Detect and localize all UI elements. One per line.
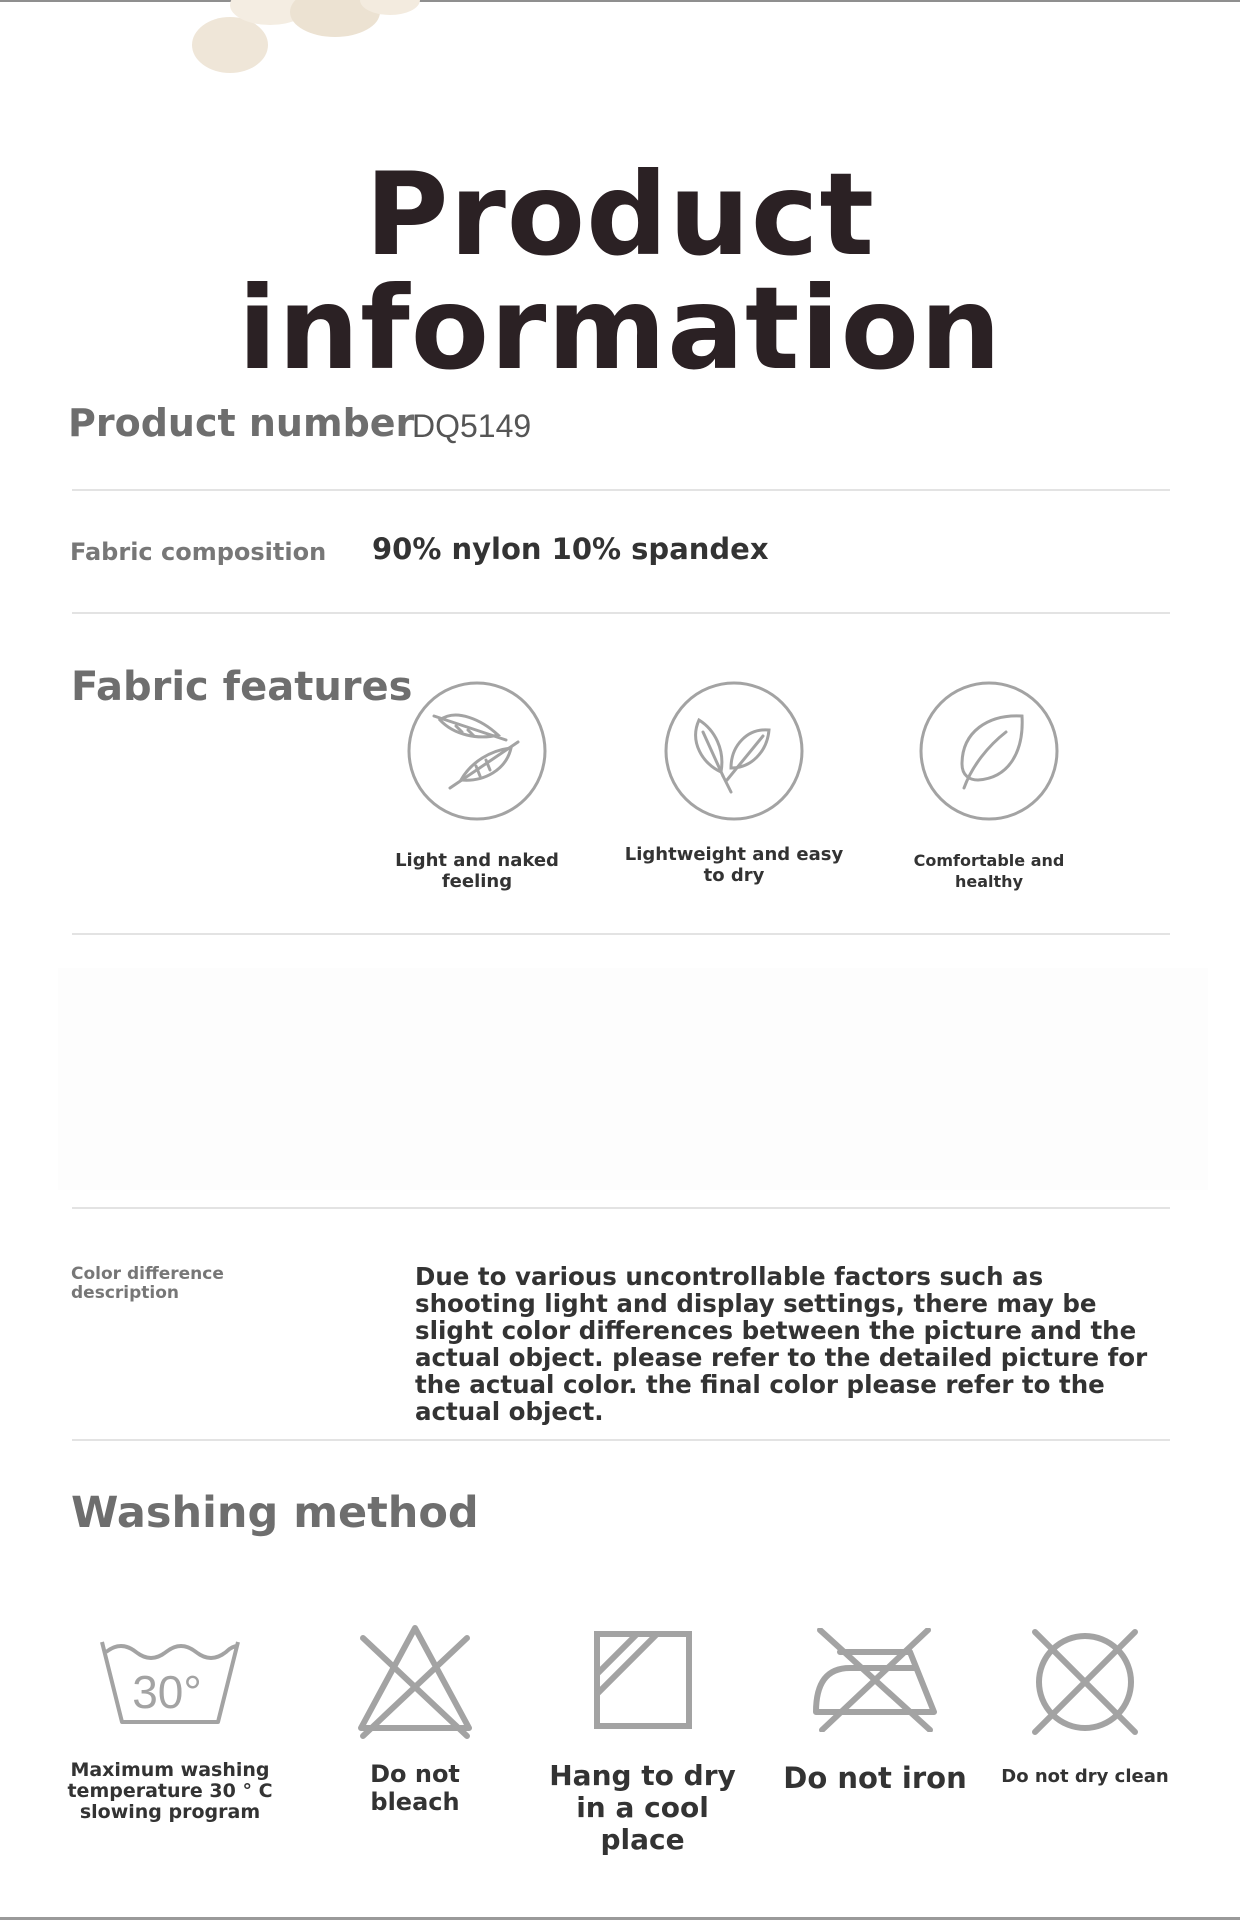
fabric-composition-value: 90% nylon 10% spandex: [372, 532, 769, 566]
divider: [72, 612, 1170, 614]
wash-temp-symbol: 30°: [132, 1666, 202, 1718]
feather-icon: [406, 680, 548, 822]
no-dry-clean-icon: [1031, 1628, 1139, 1736]
divider: [72, 1207, 1170, 1209]
leaf-icon: [918, 680, 1060, 822]
feature-caption: Light and naked feeling: [395, 850, 559, 892]
page-title: Product information: [237, 148, 1003, 395]
wash-item: [1000, 1628, 1170, 1828]
product-number-value: DQ5149: [412, 408, 532, 444]
wash-item: [325, 1620, 505, 1820]
wash-caption: Maximum washing temperature 30 ° C slowing program: [67, 1759, 273, 1823]
color-difference-text: Due to various uncontrollable factors such as shooting light and display settings, there may be slight color differences between the picture and the actual object. please refer to the detailed picture for the actual color. the final color please refer to the actual object.: [415, 1262, 1148, 1426]
wash-caption: Do not dry clean: [1001, 1766, 1169, 1787]
wash-caption: Do not iron: [783, 1761, 967, 1795]
wash-item: [30, 1630, 310, 1830]
feature-item: [367, 680, 587, 892]
no-iron-icon: [810, 1628, 940, 1732]
wash-caption: Hang to dry in a cool place: [549, 1759, 736, 1856]
no-bleach-icon: [355, 1620, 475, 1740]
leaves-icon: [663, 680, 805, 822]
flower-decoration: [150, 0, 450, 80]
wash-item: [530, 1630, 755, 1856]
shade-dry-icon: [593, 1630, 693, 1730]
fabric-features-label: Fabric features: [71, 664, 413, 710]
blank-panel: [58, 968, 1208, 1190]
feature-caption: Lightweight and easy to dry: [624, 844, 844, 886]
divider: [72, 489, 1170, 491]
divider: [72, 933, 1170, 935]
fabric-composition-label: Fabric composition: [70, 538, 327, 566]
wash-caption: Do not bleach: [370, 1760, 460, 1816]
wash-item: [775, 1628, 975, 1828]
feature-item: [879, 680, 1099, 892]
feature-item: [624, 680, 844, 886]
feature-caption: Comfortable and healthy: [913, 851, 1065, 891]
product-number-label: Product number: [68, 401, 415, 445]
washing-method-label: Washing method: [71, 1488, 479, 1538]
divider: [72, 1439, 1170, 1441]
wash-30-icon: [100, 1630, 240, 1726]
color-difference-label: Color difference description: [71, 1264, 224, 1303]
